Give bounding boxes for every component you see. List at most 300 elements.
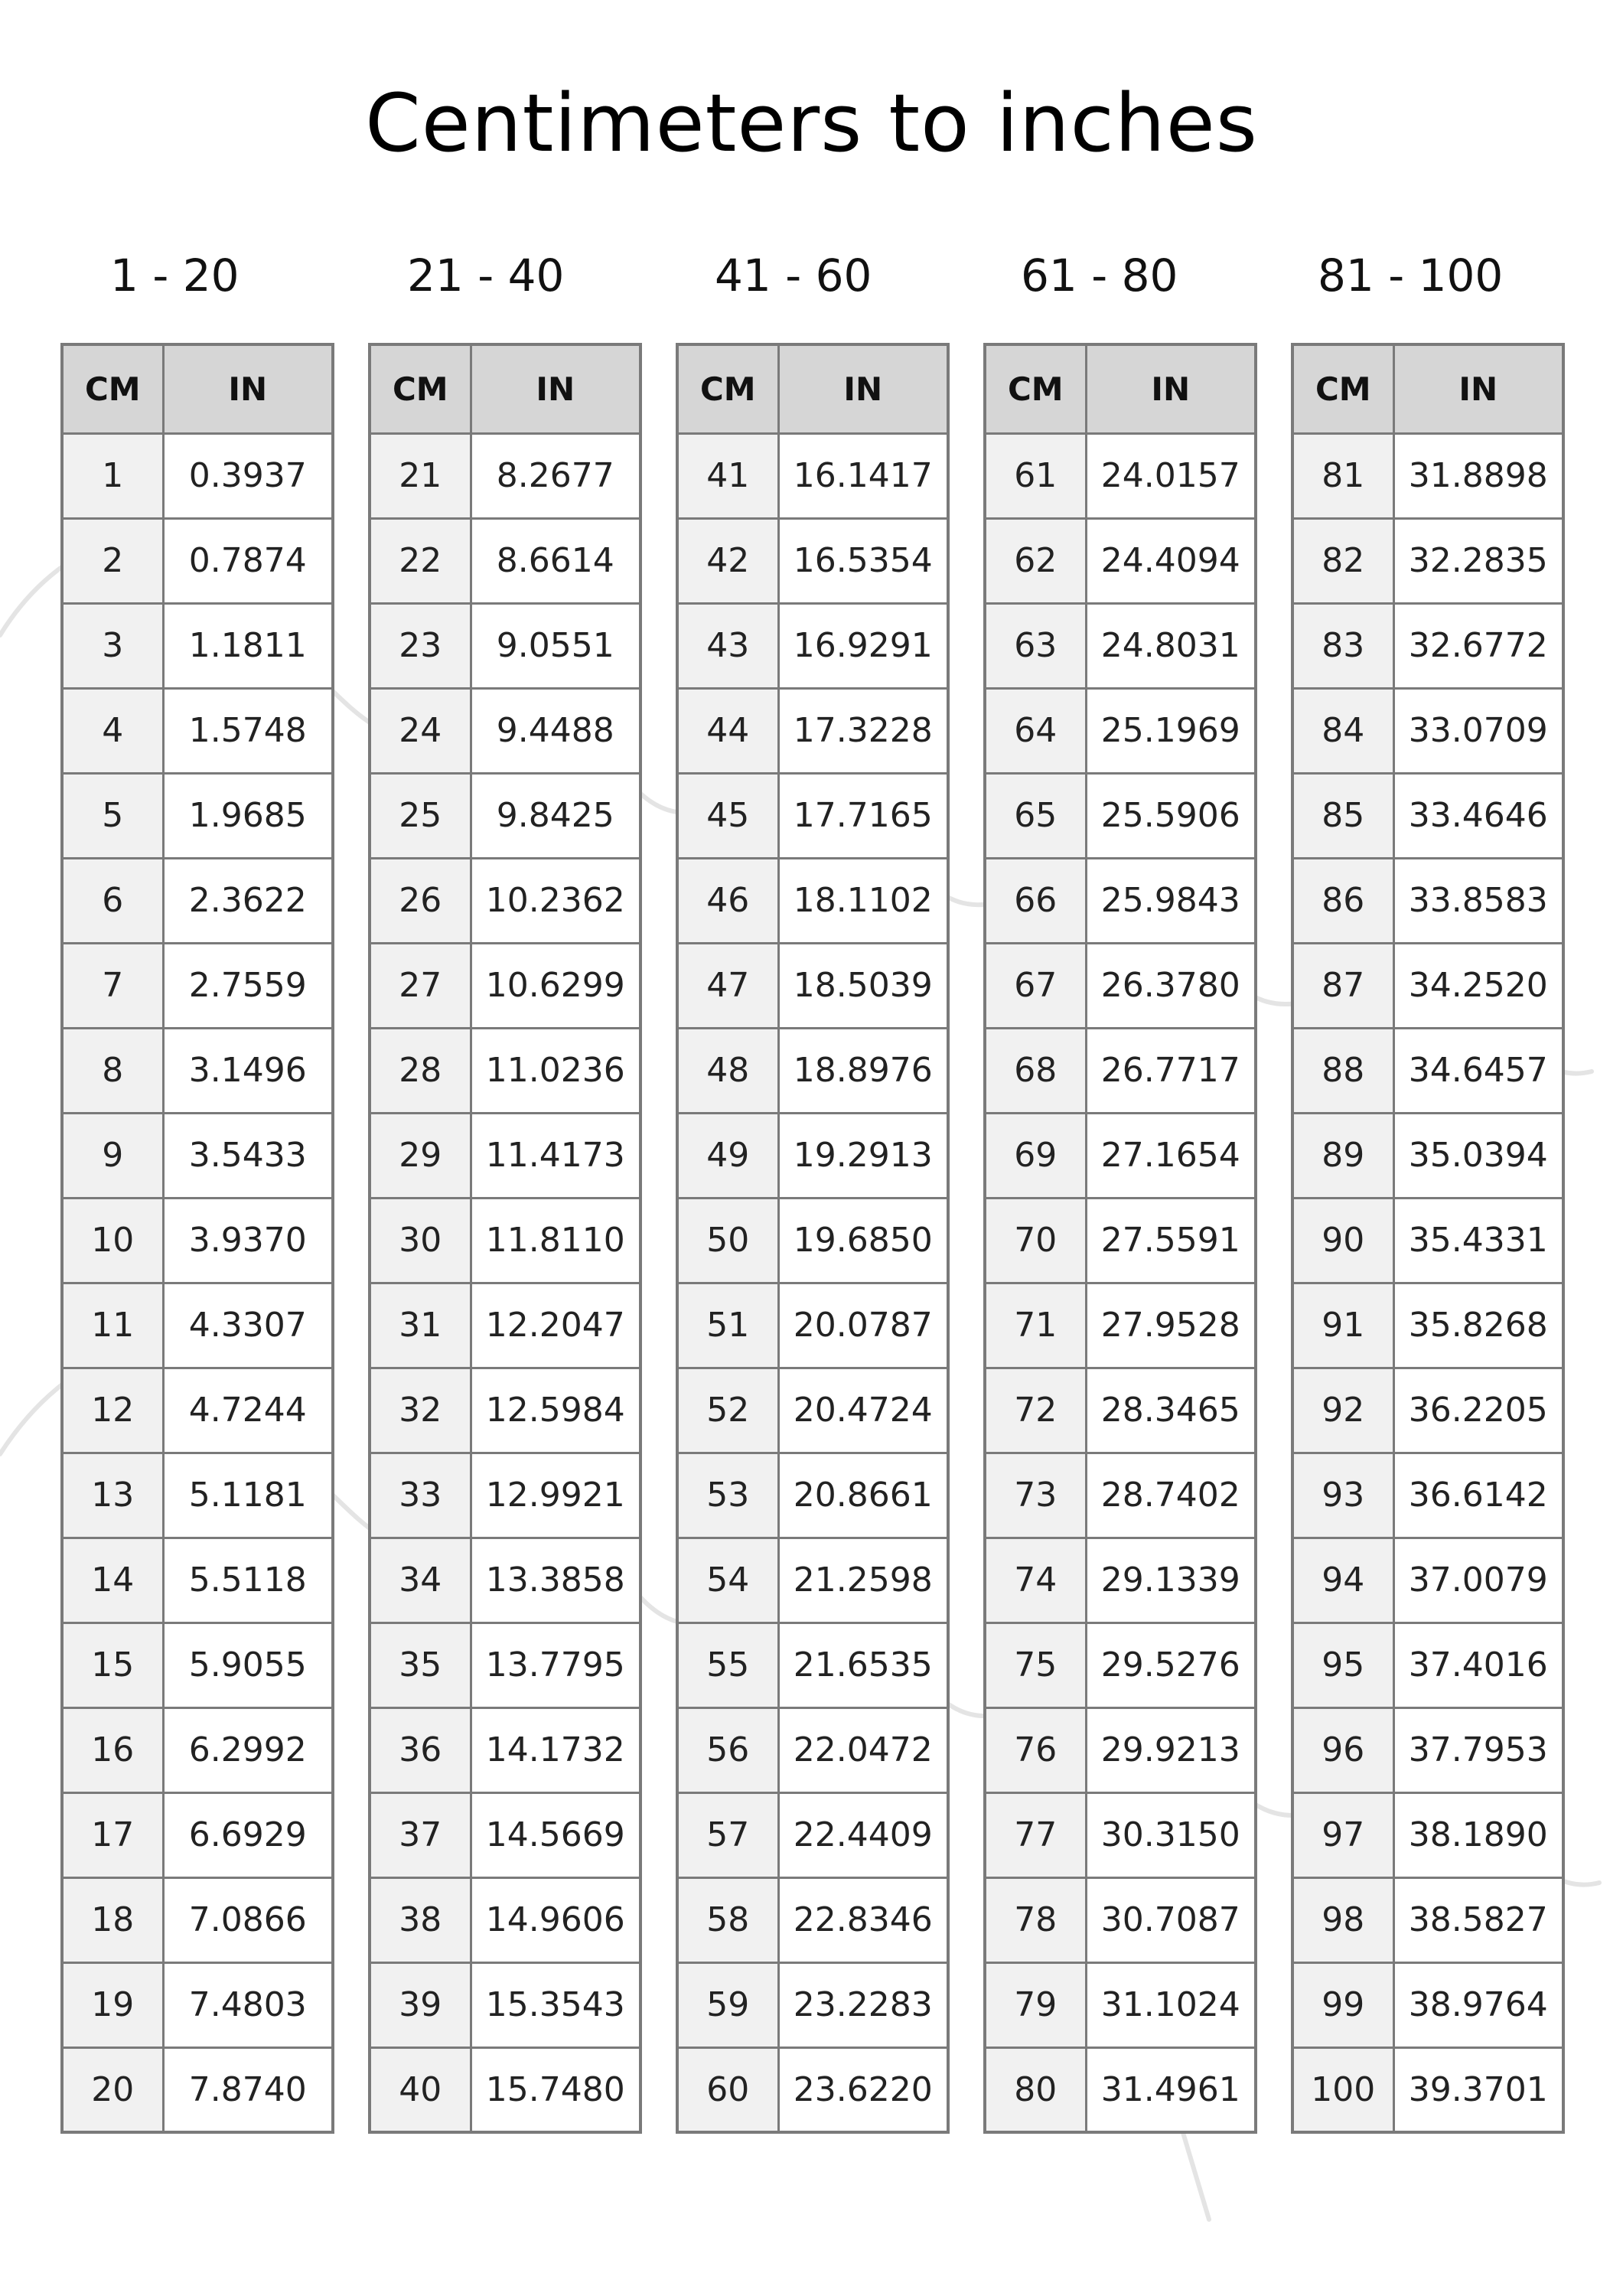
cm-value: 40 bbox=[370, 2047, 471, 2132]
table-row bbox=[677, 603, 948, 688]
cm-value: 90 bbox=[1292, 1198, 1393, 1283]
table-row bbox=[985, 688, 1256, 773]
cm-value: 88 bbox=[1292, 1028, 1393, 1113]
inch-value: 7.0866 bbox=[163, 1877, 333, 1962]
cm-value: 2 bbox=[62, 518, 163, 603]
cm-value: 64 bbox=[985, 688, 1086, 773]
table-row bbox=[370, 1877, 640, 1962]
table-row bbox=[370, 943, 640, 1028]
inch-value: 12.2047 bbox=[471, 1283, 640, 1368]
cm-value: 86 bbox=[1292, 858, 1393, 943]
header-cm: CM bbox=[370, 344, 471, 433]
table-row bbox=[1292, 2047, 1563, 2132]
table-row bbox=[985, 1538, 1256, 1623]
cm-value: 24 bbox=[370, 688, 471, 773]
inch-value: 5.9055 bbox=[163, 1623, 333, 1707]
inch-value: 27.5591 bbox=[1086, 1198, 1256, 1283]
cm-value: 17 bbox=[62, 1792, 163, 1877]
cm-value: 98 bbox=[1292, 1877, 1393, 1962]
inch-value: 27.9528 bbox=[1086, 1283, 1256, 1368]
table-row bbox=[1292, 1962, 1563, 2047]
table-row bbox=[370, 518, 640, 603]
inch-value: 32.2835 bbox=[1393, 518, 1563, 603]
cm-value: 16 bbox=[62, 1707, 163, 1792]
table-row bbox=[985, 518, 1256, 603]
cm-value: 75 bbox=[985, 1623, 1086, 1707]
cm-value: 49 bbox=[677, 1113, 778, 1198]
inch-value: 3.1496 bbox=[163, 1028, 333, 1113]
inch-value: 37.4016 bbox=[1393, 1623, 1563, 1707]
inch-value: 25.9843 bbox=[1086, 858, 1256, 943]
cm-value: 97 bbox=[1292, 1792, 1393, 1877]
table-row bbox=[677, 2047, 948, 2132]
cm-value: 54 bbox=[677, 1538, 778, 1623]
cm-value: 69 bbox=[985, 1113, 1086, 1198]
table-row bbox=[62, 433, 333, 518]
inch-value: 3.9370 bbox=[163, 1198, 333, 1283]
table-row bbox=[1292, 603, 1563, 688]
cm-value: 68 bbox=[985, 1028, 1086, 1113]
cm-value: 21 bbox=[370, 433, 471, 518]
table-row bbox=[62, 1368, 333, 1453]
inch-value: 2.7559 bbox=[163, 943, 333, 1028]
inch-value: 24.4094 bbox=[1086, 518, 1256, 603]
cm-value: 100 bbox=[1292, 2047, 1393, 2132]
cm-value: 72 bbox=[985, 1368, 1086, 1453]
inch-value: 16.9291 bbox=[778, 603, 948, 688]
inch-value: 15.7480 bbox=[471, 2047, 640, 2132]
cm-value: 31 bbox=[370, 1283, 471, 1368]
cm-value: 36 bbox=[370, 1707, 471, 1792]
inch-value: 14.1732 bbox=[471, 1707, 640, 1792]
cm-value: 92 bbox=[1292, 1368, 1393, 1453]
cm-value: 11 bbox=[62, 1283, 163, 1368]
table-row bbox=[677, 1707, 948, 1792]
inch-value: 11.8110 bbox=[471, 1198, 640, 1283]
cm-value: 82 bbox=[1292, 518, 1393, 603]
cm-value: 1 bbox=[62, 433, 163, 518]
inch-value: 22.4409 bbox=[778, 1792, 948, 1877]
inch-value: 8.6614 bbox=[471, 518, 640, 603]
table-row bbox=[62, 943, 333, 1028]
inch-value: 11.0236 bbox=[471, 1028, 640, 1113]
cm-value: 53 bbox=[677, 1453, 778, 1538]
cm-value: 56 bbox=[677, 1707, 778, 1792]
inch-value: 13.7795 bbox=[471, 1623, 640, 1707]
table-row bbox=[985, 1877, 1256, 1962]
table-row bbox=[370, 1198, 640, 1283]
cm-value: 85 bbox=[1292, 773, 1393, 858]
table-row bbox=[370, 433, 640, 518]
cm-value: 15 bbox=[62, 1623, 163, 1707]
table-row bbox=[1292, 773, 1563, 858]
cm-value: 18 bbox=[62, 1877, 163, 1962]
inch-value: 39.3701 bbox=[1393, 2047, 1563, 2132]
table-row bbox=[62, 1538, 333, 1623]
cm-value: 38 bbox=[370, 1877, 471, 1962]
table-row bbox=[370, 2047, 640, 2132]
table-row bbox=[62, 688, 333, 773]
header-in: IN bbox=[471, 344, 640, 433]
inch-value: 30.3150 bbox=[1086, 1792, 1256, 1877]
table-row bbox=[1292, 1368, 1563, 1453]
table-row bbox=[1292, 1877, 1563, 1962]
table-row bbox=[677, 1368, 948, 1453]
inch-value: 18.5039 bbox=[778, 943, 948, 1028]
inch-value: 31.4961 bbox=[1086, 2047, 1256, 2132]
table-row bbox=[677, 1877, 948, 1962]
table-row bbox=[62, 858, 333, 943]
table-row bbox=[985, 2047, 1256, 2132]
inch-value: 33.8583 bbox=[1393, 858, 1563, 943]
cm-value: 46 bbox=[677, 858, 778, 943]
inch-value: 27.1654 bbox=[1086, 1113, 1256, 1198]
inch-value: 38.1890 bbox=[1393, 1792, 1563, 1877]
table-row bbox=[985, 1962, 1256, 2047]
inch-value: 33.0709 bbox=[1393, 688, 1563, 773]
inch-value: 21.6535 bbox=[778, 1623, 948, 1707]
table-row bbox=[985, 433, 1256, 518]
inch-value: 6.6929 bbox=[163, 1792, 333, 1877]
header-in: IN bbox=[1393, 344, 1563, 433]
header-cm: CM bbox=[62, 344, 163, 433]
table-row bbox=[62, 1623, 333, 1707]
inch-value: 18.1102 bbox=[778, 858, 948, 943]
table-row bbox=[370, 1368, 640, 1453]
cm-value: 61 bbox=[985, 433, 1086, 518]
table-row bbox=[370, 1113, 640, 1198]
inch-value: 23.6220 bbox=[778, 2047, 948, 2132]
cm-value: 42 bbox=[677, 518, 778, 603]
cm-value: 39 bbox=[370, 1962, 471, 2047]
table-row bbox=[1292, 1453, 1563, 1538]
inch-value: 26.3780 bbox=[1086, 943, 1256, 1028]
cm-value: 73 bbox=[985, 1453, 1086, 1538]
cm-value: 6 bbox=[62, 858, 163, 943]
cm-value: 58 bbox=[677, 1877, 778, 1962]
table-row bbox=[985, 1198, 1256, 1283]
table-row bbox=[985, 1623, 1256, 1707]
cm-value: 80 bbox=[985, 2047, 1086, 2132]
cm-value: 77 bbox=[985, 1792, 1086, 1877]
inch-value: 16.5354 bbox=[778, 518, 948, 603]
cm-value: 13 bbox=[62, 1453, 163, 1538]
table-row bbox=[62, 1113, 333, 1198]
table-row bbox=[677, 1538, 948, 1623]
cm-value: 76 bbox=[985, 1707, 1086, 1792]
inch-value: 20.4724 bbox=[778, 1368, 948, 1453]
table-row bbox=[370, 1453, 640, 1538]
cm-value: 33 bbox=[370, 1453, 471, 1538]
header-cm: CM bbox=[677, 344, 778, 433]
inch-value: 11.4173 bbox=[471, 1113, 640, 1198]
table-row bbox=[370, 773, 640, 858]
cm-value: 70 bbox=[985, 1198, 1086, 1283]
table-row bbox=[985, 1453, 1256, 1538]
table-row bbox=[1292, 1538, 1563, 1623]
table-row bbox=[62, 603, 333, 688]
cm-value: 27 bbox=[370, 943, 471, 1028]
table-row bbox=[677, 1453, 948, 1538]
cm-value: 74 bbox=[985, 1538, 1086, 1623]
inch-value: 31.1024 bbox=[1086, 1962, 1256, 2047]
range-label-61-80: 61 - 80 bbox=[1021, 249, 1178, 302]
cm-value: 37 bbox=[370, 1792, 471, 1877]
table-row bbox=[1292, 1198, 1563, 1283]
inch-value: 24.0157 bbox=[1086, 433, 1256, 518]
cm-value: 5 bbox=[62, 773, 163, 858]
inch-value: 12.9921 bbox=[471, 1453, 640, 1538]
range-label-41-60: 41 - 60 bbox=[715, 249, 872, 302]
header-cm: CM bbox=[1292, 344, 1393, 433]
cm-value: 52 bbox=[677, 1368, 778, 1453]
inch-value: 7.8740 bbox=[163, 2047, 333, 2132]
cm-value: 81 bbox=[1292, 433, 1393, 518]
inch-value: 9.0551 bbox=[471, 603, 640, 688]
table-row bbox=[62, 1792, 333, 1877]
cm-value: 20 bbox=[62, 2047, 163, 2132]
cm-value: 45 bbox=[677, 773, 778, 858]
inch-value: 3.5433 bbox=[163, 1113, 333, 1198]
table-row bbox=[985, 1113, 1256, 1198]
cm-value: 44 bbox=[677, 688, 778, 773]
cm-value: 83 bbox=[1292, 603, 1393, 688]
table-row bbox=[62, 1877, 333, 1962]
cm-value: 93 bbox=[1292, 1453, 1393, 1538]
table-row bbox=[62, 2047, 333, 2132]
cm-value: 87 bbox=[1292, 943, 1393, 1028]
table-row bbox=[677, 688, 948, 773]
cm-value: 48 bbox=[677, 1028, 778, 1113]
table-row bbox=[62, 518, 333, 603]
cm-value: 43 bbox=[677, 603, 778, 688]
cm-value: 9 bbox=[62, 1113, 163, 1198]
table-row bbox=[370, 1792, 640, 1877]
cm-value: 10 bbox=[62, 1198, 163, 1283]
conversion-table-41-60 bbox=[676, 343, 950, 2134]
table-row bbox=[370, 1028, 640, 1113]
table-row bbox=[1292, 433, 1563, 518]
cm-value: 96 bbox=[1292, 1707, 1393, 1792]
inch-value: 1.9685 bbox=[163, 773, 333, 858]
inch-value: 10.6299 bbox=[471, 943, 640, 1028]
table-row bbox=[677, 1028, 948, 1113]
table-row bbox=[1292, 1623, 1563, 1707]
conversion-table-81-100 bbox=[1291, 343, 1565, 2134]
table-row bbox=[1292, 1113, 1563, 1198]
table-row bbox=[62, 1283, 333, 1368]
cm-value: 67 bbox=[985, 943, 1086, 1028]
inch-value: 17.7165 bbox=[778, 773, 948, 858]
inch-value: 34.2520 bbox=[1393, 943, 1563, 1028]
cm-value: 66 bbox=[985, 858, 1086, 943]
table-row bbox=[677, 1623, 948, 1707]
inch-value: 32.6772 bbox=[1393, 603, 1563, 688]
inch-value: 22.0472 bbox=[778, 1707, 948, 1792]
inch-value: 25.5906 bbox=[1086, 773, 1256, 858]
cm-value: 60 bbox=[677, 2047, 778, 2132]
inch-value: 7.4803 bbox=[163, 1962, 333, 2047]
range-label-21-40: 21 - 40 bbox=[407, 249, 565, 302]
inch-value: 37.0079 bbox=[1393, 1538, 1563, 1623]
table-row bbox=[370, 1623, 640, 1707]
inch-value: 15.3543 bbox=[471, 1962, 640, 2047]
inch-value: 35.8268 bbox=[1393, 1283, 1563, 1368]
table-row bbox=[1292, 1028, 1563, 1113]
inch-value: 17.3228 bbox=[778, 688, 948, 773]
cm-value: 35 bbox=[370, 1623, 471, 1707]
inch-value: 9.4488 bbox=[471, 688, 640, 773]
inch-value: 30.7087 bbox=[1086, 1877, 1256, 1962]
inch-value: 0.3937 bbox=[163, 433, 333, 518]
table-row bbox=[62, 1962, 333, 2047]
header-cm: CM bbox=[985, 344, 1086, 433]
table-row bbox=[62, 773, 333, 858]
range-label-1-20: 1 - 20 bbox=[110, 249, 240, 302]
inch-value: 13.3858 bbox=[471, 1538, 640, 1623]
inch-value: 36.2205 bbox=[1393, 1368, 1563, 1453]
cm-value: 28 bbox=[370, 1028, 471, 1113]
cm-value: 89 bbox=[1292, 1113, 1393, 1198]
table-row bbox=[370, 1962, 640, 2047]
table-row bbox=[62, 1453, 333, 1538]
table-row bbox=[62, 1028, 333, 1113]
cm-value: 22 bbox=[370, 518, 471, 603]
inch-value: 24.8031 bbox=[1086, 603, 1256, 688]
inch-value: 9.8425 bbox=[471, 773, 640, 858]
cm-value: 91 bbox=[1292, 1283, 1393, 1368]
cm-value: 59 bbox=[677, 1962, 778, 2047]
header-in: IN bbox=[163, 344, 333, 433]
table-row bbox=[677, 943, 948, 1028]
inch-value: 14.5669 bbox=[471, 1792, 640, 1877]
cm-value: 79 bbox=[985, 1962, 1086, 2047]
table-row bbox=[62, 1198, 333, 1283]
table-row bbox=[985, 603, 1256, 688]
table-row bbox=[370, 603, 640, 688]
table-row bbox=[985, 773, 1256, 858]
table-row bbox=[985, 1283, 1256, 1368]
cm-value: 55 bbox=[677, 1623, 778, 1707]
cm-value: 57 bbox=[677, 1792, 778, 1877]
cm-value: 62 bbox=[985, 518, 1086, 603]
inch-value: 10.2362 bbox=[471, 858, 640, 943]
cm-value: 19 bbox=[62, 1962, 163, 2047]
cm-value: 78 bbox=[985, 1877, 1086, 1962]
cm-value: 63 bbox=[985, 603, 1086, 688]
table-row bbox=[677, 858, 948, 943]
inch-value: 36.6142 bbox=[1393, 1453, 1563, 1538]
inch-value: 18.8976 bbox=[778, 1028, 948, 1113]
cm-value: 84 bbox=[1292, 688, 1393, 773]
inch-value: 5.5118 bbox=[163, 1538, 333, 1623]
inch-value: 38.9764 bbox=[1393, 1962, 1563, 2047]
cm-value: 32 bbox=[370, 1368, 471, 1453]
inch-value: 1.1811 bbox=[163, 603, 333, 688]
inch-value: 33.4646 bbox=[1393, 773, 1563, 858]
cm-value: 94 bbox=[1292, 1538, 1393, 1623]
table-row bbox=[677, 433, 948, 518]
inch-value: 34.6457 bbox=[1393, 1028, 1563, 1113]
header-in: IN bbox=[778, 344, 948, 433]
cm-value: 71 bbox=[985, 1283, 1086, 1368]
inch-value: 29.9213 bbox=[1086, 1707, 1256, 1792]
inch-value: 20.0787 bbox=[778, 1283, 948, 1368]
table-row bbox=[1292, 943, 1563, 1028]
cm-value: 26 bbox=[370, 858, 471, 943]
cm-value: 50 bbox=[677, 1198, 778, 1283]
cm-value: 47 bbox=[677, 943, 778, 1028]
range-label-81-100: 81 - 100 bbox=[1318, 249, 1504, 302]
table-row bbox=[370, 858, 640, 943]
cm-value: 29 bbox=[370, 1113, 471, 1198]
inch-value: 14.9606 bbox=[471, 1877, 640, 1962]
table-row bbox=[677, 773, 948, 858]
table-row bbox=[370, 1707, 640, 1792]
cm-value: 23 bbox=[370, 603, 471, 688]
cm-value: 95 bbox=[1292, 1623, 1393, 1707]
cm-value: 51 bbox=[677, 1283, 778, 1368]
table-row bbox=[1292, 1792, 1563, 1877]
table-row bbox=[677, 1962, 948, 2047]
inch-value: 28.3465 bbox=[1086, 1368, 1256, 1453]
inch-value: 20.8661 bbox=[778, 1453, 948, 1538]
table-row bbox=[370, 1538, 640, 1623]
inch-value: 2.3622 bbox=[163, 858, 333, 943]
table-row bbox=[370, 1283, 640, 1368]
inch-value: 8.2677 bbox=[471, 433, 640, 518]
cm-value: 25 bbox=[370, 773, 471, 858]
cm-value: 12 bbox=[62, 1368, 163, 1453]
table-row bbox=[1292, 688, 1563, 773]
header-in: IN bbox=[1086, 344, 1256, 433]
table-row bbox=[677, 1198, 948, 1283]
table-row bbox=[62, 1707, 333, 1792]
inch-value: 22.8346 bbox=[778, 1877, 948, 1962]
table-row bbox=[1292, 518, 1563, 603]
table-row bbox=[985, 1028, 1256, 1113]
table-row bbox=[677, 1792, 948, 1877]
cm-value: 65 bbox=[985, 773, 1086, 858]
conversion-table-21-40 bbox=[368, 343, 642, 2134]
conversion-table-61-80 bbox=[983, 343, 1257, 2134]
inch-value: 21.2598 bbox=[778, 1538, 948, 1623]
inch-value: 37.7953 bbox=[1393, 1707, 1563, 1792]
table-row bbox=[370, 688, 640, 773]
conversion-table-1-20 bbox=[60, 343, 334, 2134]
inch-value: 28.7402 bbox=[1086, 1453, 1256, 1538]
cm-value: 30 bbox=[370, 1198, 471, 1283]
table-row bbox=[985, 1368, 1256, 1453]
inch-value: 19.6850 bbox=[778, 1198, 948, 1283]
cm-value: 34 bbox=[370, 1538, 471, 1623]
table-row bbox=[677, 1283, 948, 1368]
inch-value: 6.2992 bbox=[163, 1707, 333, 1792]
table-row bbox=[985, 858, 1256, 943]
inch-value: 0.7874 bbox=[163, 518, 333, 603]
table-row bbox=[985, 1707, 1256, 1792]
inch-value: 29.5276 bbox=[1086, 1623, 1256, 1707]
table-row bbox=[677, 518, 948, 603]
cm-value: 8 bbox=[62, 1028, 163, 1113]
inch-value: 1.5748 bbox=[163, 688, 333, 773]
table-row bbox=[1292, 1707, 1563, 1792]
inch-value: 23.2283 bbox=[778, 1962, 948, 2047]
inch-value: 35.4331 bbox=[1393, 1198, 1563, 1283]
page-title: Centimeters to inches bbox=[365, 77, 1258, 170]
inch-value: 16.1417 bbox=[778, 433, 948, 518]
table-row bbox=[985, 1792, 1256, 1877]
